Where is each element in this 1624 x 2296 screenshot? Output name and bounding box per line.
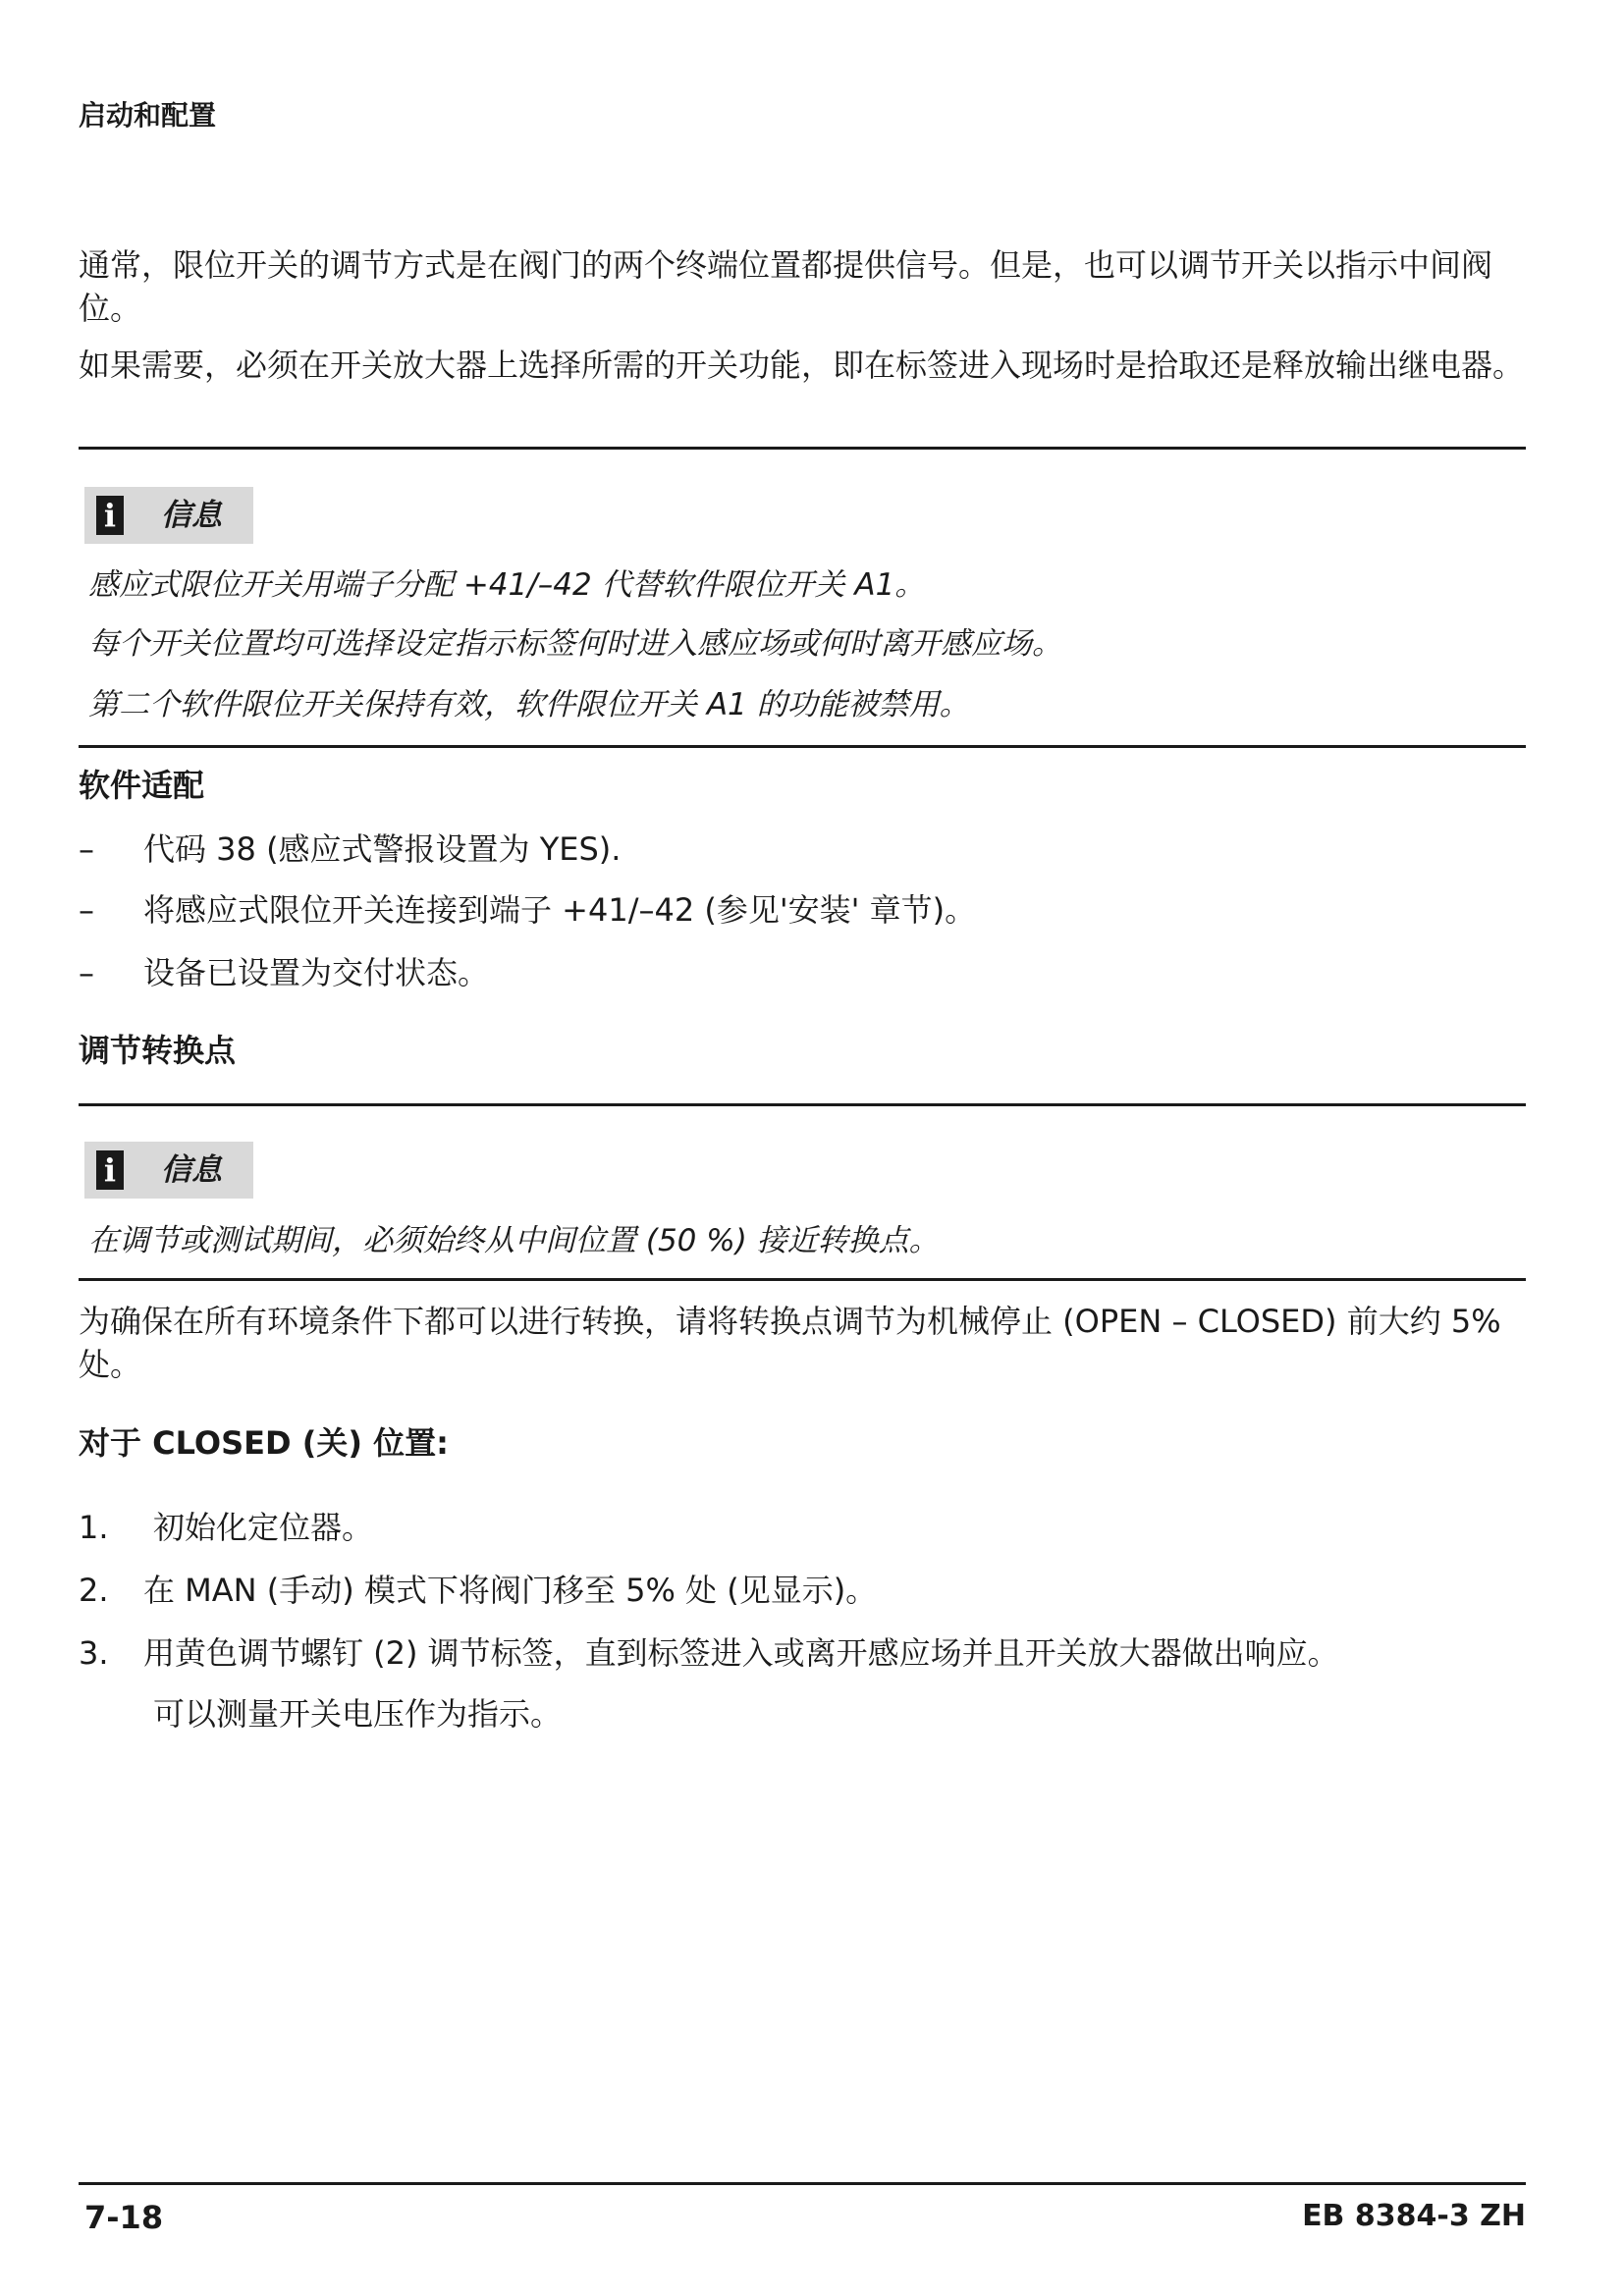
step-text: 初始化定位器。: [153, 1509, 374, 1546]
bullet-item: 将感应式限位开关连接到端子 +41/–42 (参见'安装' 章节)。: [143, 891, 977, 929]
section-heading: 软件适配: [79, 767, 205, 804]
divider: [79, 1278, 1526, 1281]
intro-paragraph-2: 如果需要，必须在开关放大器上选择所需的开关功能，即在标签进入现场时是拾取还是释放输出继电器。: [79, 347, 1525, 384]
info-note-line: 在调节或测试期间，必须始终从中间位置 (50 %) 接近转换点。: [88, 1223, 940, 1258]
step-note: 可以测量开关电压作为指示。: [153, 1695, 563, 1733]
divider: [79, 447, 1526, 450]
section-heading: 调节转换点: [79, 1032, 237, 1069]
page-number: 7-18: [84, 2199, 164, 2236]
info-icon: i: [96, 496, 124, 535]
section-heading: 对于 CLOSED (关) 位置:: [79, 1424, 449, 1462]
footer-divider: [79, 2182, 1526, 2185]
info-note-line: 感应式限位开关用端子分配 +41/–42 代替软件限位开关 A1。: [88, 567, 926, 603]
info-label: 信息: [161, 1152, 222, 1188]
bullet-item: 代码 38 (感应式警报设置为 YES).: [143, 830, 622, 868]
info-icon: i: [96, 1150, 124, 1190]
info-note-line: 第二个软件限位开关保持有效，软件限位开关 A1 的功能被禁用。: [88, 687, 970, 722]
bullet-marker: –: [79, 830, 94, 868]
info-badge: [84, 487, 253, 544]
step-text: 用黄色调节螺钉 (2) 调节标签，直到标签进入或离开感应场并且开关放大器做出响应。: [143, 1634, 1339, 1672]
step-text: 在 MAN (手动) 模式下将阀门移至 5% 处 (见显示)。: [143, 1572, 878, 1609]
document-id: EB 8384-3 ZH: [1302, 2199, 1526, 2233]
divider: [79, 745, 1526, 748]
step-number: 3.: [79, 1634, 109, 1672]
divider: [79, 1103, 1526, 1106]
bullet-marker: –: [79, 891, 94, 929]
bullet-item: 设备已设置为交付状态。: [143, 954, 490, 991]
info-label: 信息: [161, 498, 222, 533]
step-number: 1.: [79, 1509, 109, 1546]
intro-paragraph-1: 通常，限位开关的调节方式是在阀门的两个终端位置都提供信号。但是，也可以调节开关以指示中间阀位。: [79, 246, 1493, 327]
running-header: 启动和配置: [79, 99, 217, 132]
switching-paragraph: 为确保在所有环境条件下都可以进行转换，请将转换点调节为机械停止 (OPEN – CLOSED) 前大约 5% 处。: [79, 1303, 1501, 1383]
step-number: 2.: [79, 1572, 109, 1609]
info-badge: [84, 1142, 253, 1199]
info-note-line: 每个开关位置均可选择设定指示标签何时进入感应场或何时离开感应场。: [88, 626, 1062, 662]
bullet-marker: –: [79, 954, 94, 991]
